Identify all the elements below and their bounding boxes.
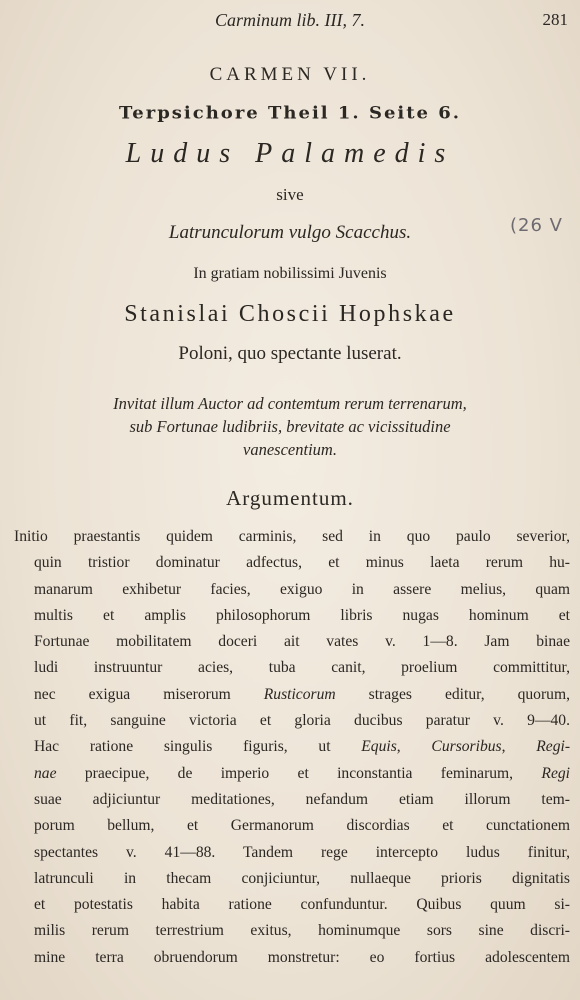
handwritten-margin-note: (26 V (510, 215, 563, 236)
sive-connector: sive (276, 185, 304, 204)
argument-line: latrunculi in thecam conjiciuntur, nullaeque prioris dignitatis (34, 869, 570, 887)
argument-line: Hac ratione singulis figuris, ut Equis, Cursoribus, Regi- (34, 738, 571, 756)
intro-line: sub Fortunae ludibriis, brevitate ac vicissitudine (129, 417, 451, 436)
intro-line: Invitat illum Auctor ad contemtum rerum terrenarum, (113, 394, 467, 413)
argument-line: ut fit, sanguine victoria et gloria ducibus paratur v. 9—40. (34, 712, 570, 730)
argument-line: milis rerum terrestrium exitus, hominumque sors sine discri- (34, 922, 570, 940)
running-head: Carminum lib. III, 7. (215, 10, 365, 30)
reference-line: Terpsichore Theil 1. Seite 6. (118, 103, 462, 124)
dedicatee-name: Stanislai Choscii Hophskae (124, 301, 456, 327)
argument-body (14, 524, 570, 971)
main-title: Ludus Palamedis (125, 138, 455, 169)
argument-line: spectantes v. 41—88. Tandem rege intercepto ludus finitur, (34, 843, 570, 861)
argument-line: quin tristior dominatur adfectus, et minus laeta rerum hu- (34, 554, 570, 572)
argument-line: porum bellum, et Germanorum discordias et cunctationem (34, 817, 570, 835)
argument-line: nec exigua miserorum Rusticorum strages editur, quorum, (34, 685, 570, 703)
argument-line: ludi instruuntur acies, tuba canit, proelium committitur, (34, 659, 570, 677)
argument-line: mine terra obruendorum monstretur: eo fortius adolescentem (34, 948, 570, 966)
carmen-title: CARMEN VII. (209, 64, 371, 85)
dedicatee-origin: Poloni, quo spectante luserat. (178, 343, 402, 364)
intro-line: vanescentium. (243, 440, 337, 459)
argument-line: Initio praestantis quidem carminis, sed in quo paulo severior, (14, 528, 570, 545)
argument-line: Fortunae mobilitatem doceri ait vates v. 1—8. Jam binae (34, 633, 570, 651)
argument-line: et potestatis habita ratione confunduntur. Quibus quum si- (34, 896, 570, 914)
argument-line: manarum exhibetur facies, exiguo in assere melius, quam (34, 580, 570, 598)
argument-line: suae adjiciuntur meditationes, nefandum etiam illorum tem- (34, 790, 570, 808)
intro-paragraph (8, 392, 572, 461)
argument-heading: Argumentum. (226, 486, 354, 510)
dedication-line: In gratiam nobilissimi Juvenis (193, 265, 387, 282)
argument-line: nae praecipue, de imperio et inconstantia feminarum, Regi (34, 764, 570, 782)
argument-line: multis et amplis philosophorum libris nugas hominum et (34, 606, 570, 624)
page-number: 281 (542, 10, 568, 29)
subtitle: Latrunculorum vulgo Scacchus. (168, 222, 412, 243)
